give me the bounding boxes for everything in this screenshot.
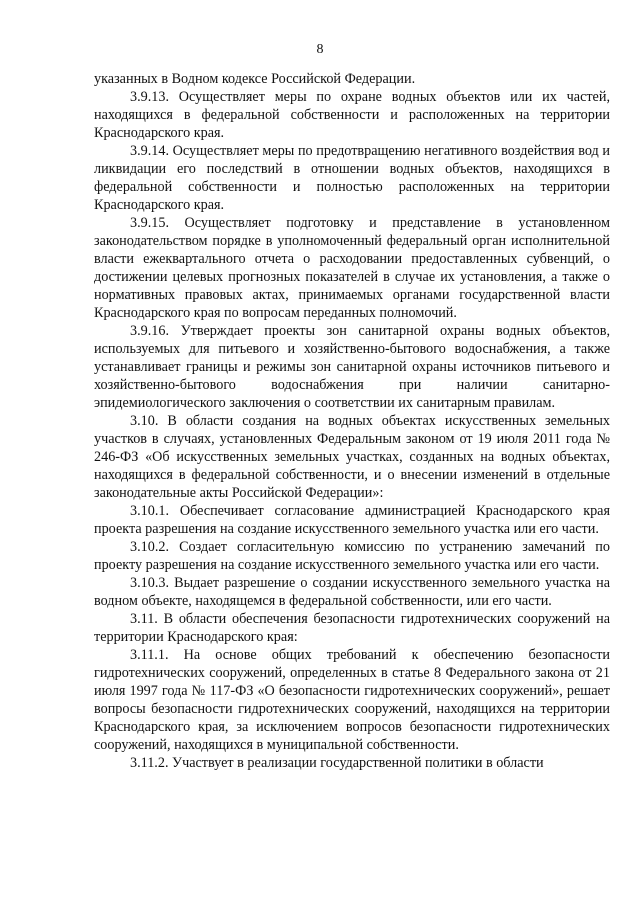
paragraph-3-11-2: 3.11.2. Участвует в реализации государственной политики в области [130, 755, 544, 771]
paragraph-3-9-14: 3.9.14. Осуществляет меры по предотвращению негативного воздействия вод и ликвидации его последствий в отношении водных объектов, находящихся в федеральной собственности и полностью расположенных на территории Краснодарского края. [94, 143, 610, 213]
paragraph-continuation: указанных в Водном кодексе Российской Федерации. [94, 71, 416, 87]
paragraph-3-10-1: 3.10.1. Обеспечивает согласование администрацией Краснодарского края проекта разрешения на создание искусственного земельного участка или его части. [94, 503, 610, 537]
paragraph-3-10-3: 3.10.3. Выдает разрешение о создании искусственного земельного участка на водном объекте, находящемся в федеральной собственности, или его части. [94, 575, 610, 609]
document-body [94, 70, 610, 772]
paragraph-3-9-15: 3.9.15. Осуществляет подготовку и представление в установленном законодательством порядке в уполномоченный федеральный орган исполнительной власти ежеквартального отчета о расходовании предоставленных субвенций, о достижении целевых прогнозных показателей в случае их установления, а также о нормативных правовых актах, принимаемых органами государственной власти Краснодарского края по вопросам переданных полномочий. [94, 215, 610, 321]
paragraph-3-10: 3.10. В области создания на водных объектах искусственных земельных участков в случаях, установленных Федеральным законом от 19 июля 2011 года № 246-ФЗ «Об искусственных земельных участках, созданных на водных объектах, находящихся в федеральной собственности, и о внесении изменений в отдельные законодательные акты Российской Федерации»: [94, 413, 610, 501]
paragraph-3-9-13: 3.9.13. Осуществляет меры по охране водных объектов или их частей, находящихся в федеральной собственности и расположенных на территории Краснодарского края. [94, 89, 610, 141]
paragraph-3-11-1: 3.11.1. На основе общих требований к обеспечению безопасности гидротехнических сооружений, определенных в статье 8 Федерального закона от 21 июля 1997 года № 117-ФЗ «О безопасности гидротехнических сооружений», решает вопросы безопасности гидротехнических сооружений, находящихся на территории Краснодарского края, за исключением вопросов безопасности гидротехнических сооружений, находящихся в муниципальной собственности. [94, 647, 610, 753]
paragraph-3-11: 3.11. В области обеспечения безопасности гидротехнических сооружений на территории Краснодарского края: [94, 611, 610, 645]
page-number: 8 [316, 42, 324, 57]
paragraph-3-9-16: 3.9.16. Утверждает проекты зон санитарной охраны водных объектов, используемых для питьевого и хозяйственно-бытового водоснабжения, а также устанавливает границы и режимы зон санитарной охраны источников питьевого и хозяйственно-бытового водоснабжения при наличии санитарно-эпидемиологического заключения о соответствии их санитарным правилам. [94, 323, 610, 411]
paragraph-3-10-2: 3.10.2. Создает согласительную комиссию по устранению замечаний по проекту разрешения на создание искусственного земельного участка или его части. [94, 539, 610, 573]
